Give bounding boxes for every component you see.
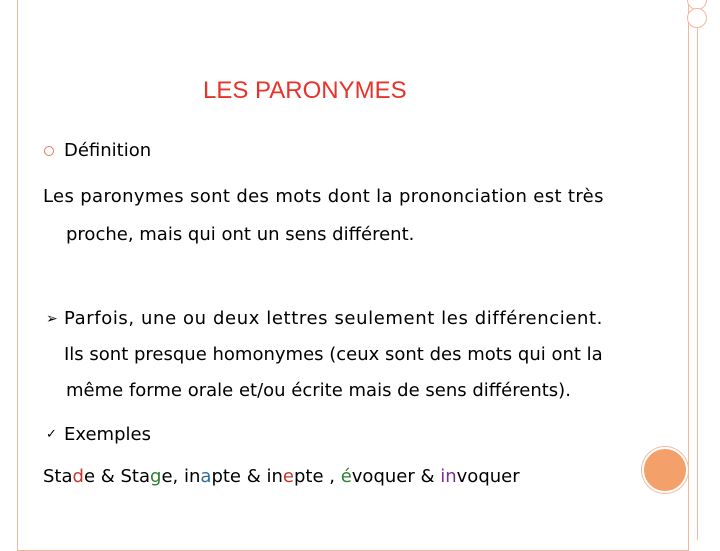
definition-line-1: Les paronymes sont des mots dont la prononciation est très xyxy=(43,186,604,207)
examples-heading: Exemples xyxy=(64,424,151,445)
example-part: pte , xyxy=(293,466,341,487)
point-line-1: Parfois, une ou deux lettres seulement les différencient. xyxy=(64,308,603,329)
example-part: Sta xyxy=(43,466,73,487)
checkmark-bullet-icon: ✓ xyxy=(46,427,57,442)
arrow-bullet-icon: ➢ xyxy=(46,311,58,327)
decorative-vertical-line xyxy=(697,0,698,540)
slide-title: LES PARONYMES xyxy=(203,77,407,104)
example-part: pte & in xyxy=(211,466,283,487)
point-line-2: Ils sont presque homonymes (ceux sont des mots qui ont la xyxy=(64,344,603,365)
definition-line-2: proche, mais qui ont un sens différent. xyxy=(66,224,415,245)
example-highlight-letter: d xyxy=(72,466,84,487)
circle-bullet-icon xyxy=(44,146,54,156)
point-line-3: même forme orale et/ou écrite mais de sens différents). xyxy=(66,380,571,401)
example-highlight-letter: e xyxy=(282,466,294,487)
decorative-orange-dot xyxy=(642,447,688,493)
example-part: e & Sta xyxy=(83,466,151,487)
example-part: voquer & xyxy=(351,466,441,487)
example-part: e, in xyxy=(161,466,201,487)
examples-line xyxy=(43,466,520,488)
decorative-ring-top-2 xyxy=(687,8,707,28)
definition-heading: Définition xyxy=(64,140,152,161)
example-highlight-letter: a xyxy=(200,466,212,487)
example-highlight-letter: g xyxy=(150,466,162,487)
example-highlight-letter: é xyxy=(340,466,352,487)
example-highlight-letter: in xyxy=(440,466,457,487)
example-part: voquer xyxy=(456,466,520,487)
